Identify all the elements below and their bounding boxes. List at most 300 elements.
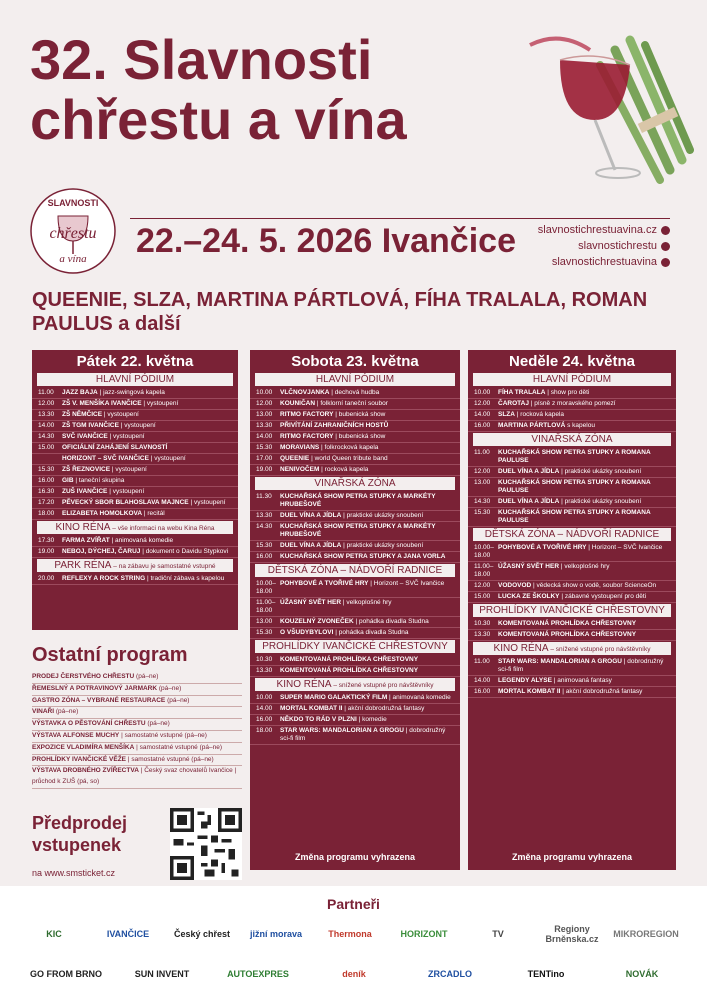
event-name: KUCHAŘSKÁ SHOW PETRA STUPKY A MARKÉTY HRUBEŠOVÉ [280, 523, 436, 538]
event-time: 19.00 [38, 548, 55, 555]
event-name: ZUŠ IVANČICE [62, 488, 108, 495]
event-name: LUCKA ZE ŠKOLKY [498, 593, 560, 600]
stage-header [473, 642, 671, 655]
event-detail: | písně z moravského pomezí [528, 400, 616, 407]
event-row [32, 432, 238, 443]
event-name: MORAVIANS [280, 444, 320, 451]
event-time: 13.30 [256, 512, 273, 519]
performers: QUEENIE, SLZA, MARTINA PÁRTLOVÁ, FÍHA TRALALA, ROMAN PAULUS a další [32, 289, 648, 335]
event-row [468, 508, 676, 527]
event-name: VLČNOVJANKA [280, 389, 330, 396]
stage-name: VINAŘSKÁ ZÓNA [531, 434, 613, 445]
event-desc [280, 389, 454, 397]
stage-header [473, 373, 671, 386]
program-change-note: Změna programu vyhrazena [511, 852, 633, 862]
other-program-item [32, 707, 242, 719]
other-program-item [32, 743, 242, 755]
event-row [468, 657, 676, 676]
event-desc [280, 433, 454, 441]
event-row [32, 399, 238, 410]
event-desc [498, 449, 670, 465]
stage-header [37, 559, 233, 572]
event-detail: | pohádka divadla Studna [333, 629, 409, 636]
stage-name: DĚTSKÁ ZÓNA – NÁDVOŘÍ RADNICE [484, 529, 660, 540]
event-name: PŘIVÍTÁNÍ ZAHRANIČNÍCH HOSTŮ [280, 422, 389, 429]
event-time: 14.00 [256, 433, 273, 440]
stage-header [255, 564, 455, 577]
stage-header [255, 678, 455, 691]
event-time: 16.00 [474, 688, 491, 695]
other-item-name: GASTRO ZÓNA – VYBRANÉ RESTAURACE [32, 696, 166, 704]
event-name: KUCHAŘSKÁ SHOW PETRA STUPKY A ROMANA PAULUSE [498, 509, 651, 524]
event-time: 11.00 [38, 389, 54, 396]
event-name: DUEL VÍNA A JÍDLA [280, 542, 342, 549]
event-name: MORTAL KOMBAT II [280, 705, 343, 712]
event-name: MORTAL KOMBAT II [498, 688, 561, 695]
event-desc [280, 667, 454, 675]
event-row [250, 522, 460, 541]
event-name: ELIZABETA HOMOLKOVA [62, 510, 143, 517]
stage-name: PARK RÉNA [54, 560, 112, 571]
event-row [32, 388, 238, 399]
event-detail: | dobrodružný sci-fi film [280, 727, 446, 742]
event-detail: | show pro děti [545, 389, 590, 396]
event-time: 15.00 [474, 593, 491, 600]
partner-logo[interactable]: IVANČICE [106, 929, 150, 939]
event-time: 19.00 [256, 466, 273, 473]
partner-logo[interactable]: Český chřest [173, 929, 231, 939]
event-desc [62, 477, 232, 485]
event-name: DUEL VÍNA A JÍDLA [498, 498, 560, 505]
event-time: 14.00 [38, 422, 55, 429]
event-time: 12.00 [38, 400, 55, 407]
event-row [32, 487, 238, 498]
stage-note: – snížené vstupné pro návštěvníky [331, 682, 434, 689]
stage-name: HLAVNÍ PÓDIUM [95, 374, 175, 385]
saturday-column [250, 350, 460, 870]
event-time: 12.00 [474, 400, 491, 407]
other-item-detail: | samostatné vstupné (pá–ne) [119, 731, 207, 739]
event-time: 15.30 [256, 542, 273, 549]
event-detail: | vystoupení [110, 466, 147, 473]
event-name: RITMO FACTORY [280, 411, 334, 418]
contact-web[interactable]: slavnostichrestuavina.cz [520, 222, 670, 238]
event-desc [280, 629, 454, 637]
other-item-detail: (pá–ne) [134, 673, 159, 680]
partner-logo[interactable]: HORIZONT [400, 929, 448, 939]
other-item-name: ŘEMESLNÝ A POTRAVINOVÝ JARMARK [32, 684, 158, 692]
event-time: 10.00 [474, 389, 491, 396]
event-time: 12.00 [474, 468, 491, 475]
event-name: ZŠ NĚMČICE [62, 411, 103, 418]
event-desc [280, 466, 454, 474]
partner-logo[interactable]: NOVÁK [625, 969, 659, 979]
logo-text-sub: a vína [59, 253, 87, 265]
event-row [468, 478, 676, 497]
event-desc [498, 544, 670, 560]
presale-title: Předprodej vstupenek [32, 813, 128, 855]
event-row [250, 443, 460, 454]
event-row [32, 498, 238, 509]
stage-name: KINO RÉNA [493, 643, 549, 654]
event-desc [498, 468, 670, 476]
other-item-detail: | samostatné vstupné (pá–ne) [134, 743, 223, 751]
event-detail: | akční dobrodružná fantasy [560, 688, 643, 695]
event-detail: | vystoupení [141, 400, 179, 407]
event-desc [280, 493, 454, 509]
event-name: VODOVOD [498, 582, 532, 589]
other-program-item [32, 755, 242, 767]
event-name: FÍHA TRALALA [498, 389, 546, 396]
event-row [468, 421, 676, 432]
friday-column [32, 350, 238, 630]
other-item-name: VÝSTAVA DROBNÉHO ZVÍŘECTVA [32, 767, 139, 775]
poster-title [30, 30, 407, 150]
event-time: 11.30 [256, 493, 272, 500]
contact-facebook[interactable]: slavnostichrestu [520, 238, 670, 254]
other-item-detail: (pá–ne) [165, 696, 190, 704]
event-detail: | zábavné vystoupení pro děti [559, 593, 647, 600]
event-name: KOUNIČAN [280, 400, 316, 407]
event-name: NEBOJ, DÝCHEJ, ČARUJ [62, 548, 141, 555]
event-desc [280, 618, 454, 626]
partner-logo[interactable]: Thermona [328, 929, 372, 939]
event-desc [498, 389, 670, 397]
event-row [468, 581, 676, 592]
stage-name: KINO RÉNA [276, 679, 332, 690]
event-desc [498, 593, 670, 601]
event-desc [280, 411, 454, 419]
event-detail: | Horizont – SVČ Ivančice [368, 580, 445, 587]
event-detail: | animovaná komedie [387, 694, 451, 701]
event-detail: | praktické ukázky snoubení [341, 512, 424, 519]
event-time: 10.00–18.00 [474, 544, 494, 559]
event-time: 18.00 [256, 727, 273, 734]
event-detail: | vystoupení [148, 455, 186, 462]
event-name: KUCHAŘSKÁ SHOW PETRA STUPKY A ROMANA PAULUSE [498, 449, 651, 464]
event-time: 15.00 [38, 444, 55, 451]
day-header: Neděle 24. května [509, 353, 635, 370]
event-time: 13.30 [256, 667, 273, 674]
event-desc [280, 716, 454, 724]
event-name: RITMO FACTORY [280, 433, 334, 440]
event-name: ČAROTAJ [498, 400, 529, 407]
contacts [520, 222, 670, 270]
qr-code-icon[interactable] [170, 808, 242, 880]
event-time: 15.30 [38, 466, 55, 473]
partner-logo[interactable]: GO FROM BRNO [30, 969, 102, 979]
event-detail: | komedie [356, 716, 387, 723]
stage-header [473, 528, 671, 541]
event-time: 12.00 [256, 400, 273, 407]
event-desc [62, 411, 232, 419]
day-header: Sobota 23. května [291, 353, 419, 370]
event-name: LEGENDY ALYSE [498, 677, 552, 684]
event-time: 16.00 [474, 422, 491, 429]
event-detail: | taneční skupina [73, 477, 125, 484]
event-name: NENIVOČEM [280, 466, 320, 473]
event-name: PĚVECKÝ SBOR BLAHOSLAVA MAJNCE [62, 499, 189, 506]
event-row [32, 536, 238, 547]
event-detail: | rocková kapela [319, 466, 369, 473]
partner-logo[interactable]: ZRCADLO [428, 969, 472, 979]
other-program-item [32, 731, 242, 743]
partner-logo[interactable]: TENTino [527, 969, 565, 979]
other-item-detail: (pá–ne) [145, 720, 170, 728]
event-row [32, 509, 238, 520]
event-row [468, 410, 676, 421]
event-time: 14.00 [474, 677, 491, 684]
other-item-detail: (pá–ne) [54, 708, 79, 716]
event-time [38, 455, 62, 463]
partners-title: Partneři [327, 896, 380, 912]
other-item-name: VINAŘI [32, 708, 55, 716]
event-row [468, 592, 676, 603]
event-desc [280, 542, 454, 550]
event-desc [498, 498, 670, 506]
event-desc [280, 599, 454, 615]
event-row [250, 465, 460, 476]
event-time: 16.00 [256, 716, 273, 723]
partner-logo[interactable]: Regiony Brněnska.cz [545, 924, 599, 944]
event-time: 15.30 [474, 509, 491, 516]
stage-header [255, 640, 455, 653]
event-detail: | akční dobrodružná fantasy [342, 705, 425, 712]
event-desc [280, 705, 454, 713]
event-time: 15.30 [256, 629, 273, 636]
event-row [250, 655, 460, 666]
event-detail: | bubenická show [333, 433, 386, 440]
event-row [250, 552, 460, 563]
partner-logo[interactable]: KIC [46, 929, 62, 939]
event-name: SLZA [498, 411, 515, 418]
stage-name: HLAVNÍ PÓDIUM [532, 374, 612, 385]
event-desc [62, 433, 232, 441]
event-detail: | Horizont – SVČ Ivančice [586, 544, 663, 551]
event-row [32, 443, 238, 454]
event-time: 13.00 [474, 479, 491, 486]
event-row [250, 454, 460, 465]
event-desc [280, 580, 454, 596]
event-name: DUEL VÍNA A JÍDLA [498, 468, 560, 475]
event-detail: | dobrodružný sci-fi film [498, 658, 664, 673]
event-name: ZŠ V. MENŠÍKA IVANČICE [62, 400, 142, 407]
event-desc [280, 512, 454, 520]
contact-instagram[interactable]: slavnostichrestuavina [520, 254, 670, 270]
event-time: 13.30 [38, 411, 55, 418]
event-name: KOMENTOVANÁ PROHLÍDKA CHŘESTOVNY [280, 656, 419, 663]
other-program-item [32, 719, 242, 731]
other-item-name: PRODEJ ČERSTVÉHO CHŘESTU [32, 673, 135, 680]
partner-logo[interactable]: TV [492, 929, 504, 939]
event-name: SVČ IVANČICE [62, 433, 108, 440]
event-name: NĚKDO TO RÁD V PLZNI [280, 716, 357, 723]
event-row [468, 467, 676, 478]
other-item-detail: (pá–ne) [157, 684, 182, 692]
event-detail: | vystoupení [107, 488, 145, 495]
event-name: KUCHAŘSKÁ SHOW PETRA STUPKY A MARKÉTY HRUBEŠOVÉ [280, 493, 436, 508]
event-row [468, 687, 676, 698]
event-row [32, 454, 238, 465]
event-detail: | praktické ukázky snoubení [559, 498, 642, 505]
event-name: KOMENTOVANÁ PROHLÍDKA CHŘESTOVNY [280, 667, 419, 674]
date-place: 22.–24. 5. 2026 Ivančice [136, 222, 516, 260]
event-time: 18.00 [38, 510, 55, 517]
event-row [32, 547, 238, 558]
other-item-detail: | samostatné vstupné (pá–ne) [126, 755, 214, 763]
event-row [250, 693, 460, 704]
event-time: 10.30 [256, 656, 273, 663]
day-header: Pátek 22. května [76, 353, 194, 370]
event-row [468, 497, 676, 508]
event-time: 10.00 [256, 694, 273, 701]
other-item-name: VÝSTAVA ALFONSE MUCHY [32, 731, 120, 739]
event-row [250, 388, 460, 399]
event-time: 16.00 [38, 477, 55, 484]
title-line-2: chřestu a vína [30, 88, 407, 151]
event-name: HORIZONT – SVČ IVANČICE [62, 455, 149, 462]
event-name: OFICIÁLNÍ ZAHÁJENÍ SLAVNOSTÍ [62, 444, 168, 451]
event-desc [280, 455, 454, 463]
event-row [32, 574, 238, 585]
event-desc [62, 389, 232, 397]
program-change-note: Změna programu vyhrazena [294, 852, 416, 862]
festival-logo [28, 186, 118, 276]
event-detail: | jazz-swingová kapela [97, 389, 165, 396]
event-detail: | dechová hudba [329, 389, 380, 396]
other-program-item [32, 684, 242, 696]
logo-text-top: SLAVNOSTI [47, 198, 99, 208]
stage-header [255, 477, 455, 490]
stage-name: HLAVNÍ PÓDIUM [315, 374, 395, 385]
event-name: QUEENIE [280, 455, 310, 462]
stage-name: KINO RÉNA [55, 522, 111, 533]
event-detail: | folkrocková kapela [319, 444, 379, 451]
event-row [468, 562, 676, 581]
event-desc [280, 523, 454, 539]
stage-header [255, 373, 455, 386]
event-row [32, 476, 238, 487]
event-name: O VŠUDYBYLOVI [280, 629, 334, 636]
event-name: STAR WARS: MANDALORIAN A GROGU [498, 658, 622, 665]
event-row [32, 410, 238, 421]
event-row [250, 492, 460, 511]
partner-logo[interactable]: jižní morava [249, 929, 303, 939]
event-desc [498, 422, 670, 430]
event-row [32, 465, 238, 476]
event-row [250, 715, 460, 726]
event-name: GIB [62, 477, 74, 484]
event-time: 12.00 [474, 582, 491, 589]
event-name: KUCHAŘSKÁ SHOW PETRA STUPKY A JANA VORLA [280, 553, 446, 560]
presale-link[interactable]: na www.smsticket.cz [32, 868, 116, 878]
event-row [250, 666, 460, 677]
event-name: FARMA ZVÍŘAT [62, 537, 110, 544]
web-icon [661, 226, 670, 235]
event-row [250, 541, 460, 552]
event-time: 10.00 [256, 389, 273, 396]
event-desc [62, 537, 232, 545]
event-detail: | dokument o Davidu Stypkovi [140, 548, 229, 555]
event-time: 11.00 [474, 449, 490, 456]
stage-header [473, 433, 671, 446]
event-desc [280, 422, 454, 430]
event-desc [62, 575, 232, 583]
event-time: 11.00 [474, 658, 490, 665]
partner-logo[interactable]: MIKROREGION [613, 929, 679, 939]
event-desc [62, 510, 232, 518]
stage-note: – na zábavu je samostatné vstupné [111, 563, 216, 570]
stage-name: PROHLÍDKY IVANČICKÉ CHŘESTOVNY [479, 605, 665, 616]
other-item-detail: | Český svaz chovatelů Ivančice | průchod k ZUŠ (pá, so) [32, 767, 237, 786]
stage-note: – snížené vstupné pro návštěvníky [548, 646, 651, 653]
event-desc [498, 582, 670, 590]
event-name: JAZZ BAJA [62, 389, 98, 396]
other-item-name: VÝSTAVKA O PĚSTOVÁNÍ CHŘESTU [32, 720, 146, 728]
event-name: DUEL VÍNA A JÍDLA [280, 512, 342, 519]
event-detail: | vystoupení [102, 411, 139, 418]
event-name: STAR WARS: MANDALORIAN A GROGU [280, 727, 404, 734]
event-detail: | animovaná fantasy [551, 677, 612, 684]
event-desc [62, 488, 232, 496]
event-row [468, 619, 676, 630]
logo-text-main: chřestu [49, 225, 97, 242]
event-name: SUPER MARIO GALAKTICKÝ FILM [280, 694, 388, 701]
title-line-1: 32. Slavnosti [30, 28, 373, 91]
event-time: 14.30 [256, 523, 273, 530]
event-time: 10.30 [474, 620, 491, 627]
divider [130, 218, 670, 219]
event-time: 17.00 [256, 455, 273, 462]
event-detail: | velkoplošné hry [341, 599, 392, 606]
event-time: 14.00 [474, 411, 491, 418]
event-desc [498, 631, 670, 639]
stage-header [37, 521, 233, 534]
event-desc [498, 658, 670, 674]
event-name: KUCHAŘSKÁ SHOW PETRA STUPKY A ROMANA PAULUSE [498, 479, 651, 494]
partner-logo[interactable]: AUTOEXPRES [227, 969, 289, 979]
partner-logo[interactable]: deník [342, 969, 366, 979]
event-name: KOMENTOVANÁ PROHLÍDKA CHŘESTOVNY [498, 620, 637, 627]
event-row [250, 410, 460, 421]
sunday-column [468, 350, 676, 870]
event-desc [498, 688, 670, 696]
event-desc [498, 411, 670, 419]
event-desc [280, 694, 454, 702]
event-detail: | praktické ukázky snoubení [341, 542, 424, 549]
event-detail: | vystoupení [107, 433, 145, 440]
event-name: ÚŽASNÝ SVĚT HER [498, 563, 560, 570]
event-time: 16.30 [38, 488, 55, 495]
event-time: 10.00–18.00 [256, 580, 276, 595]
event-detail: | rocková kapela [514, 411, 565, 418]
event-detail: | world Queen tribute band [309, 455, 388, 462]
event-desc [280, 727, 454, 743]
facebook-icon [661, 242, 670, 251]
event-row [468, 399, 676, 410]
event-time: 13.30 [474, 631, 491, 638]
event-time: 13.30 [256, 422, 273, 429]
event-time: 17.30 [38, 537, 55, 544]
partner-logo[interactable]: SUN INVENT [134, 969, 190, 979]
other-item-name: PROHLÍDKY IVANČICKÉ VĚŽE [32, 755, 127, 763]
event-row [250, 579, 460, 598]
event-desc [280, 400, 454, 408]
event-time: 15.30 [256, 444, 273, 451]
event-detail: | vystoupení [118, 422, 156, 429]
event-detail: | pohádka divadla Studna [353, 618, 429, 625]
stage-header [473, 604, 671, 617]
